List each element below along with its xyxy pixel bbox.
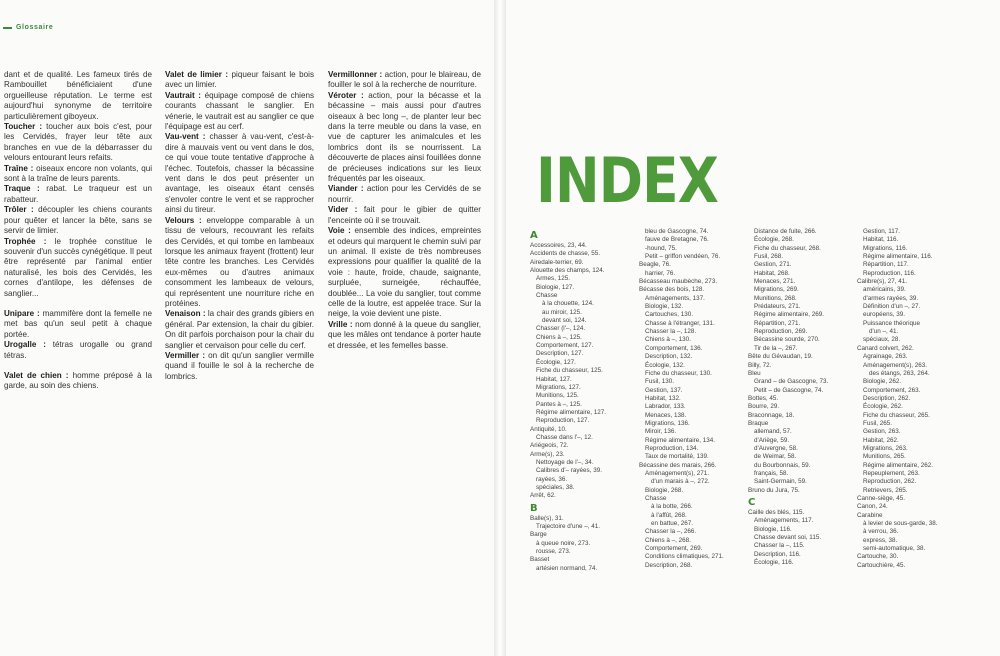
glossary-term: Trophée : bbox=[4, 236, 47, 246]
index-letter-heading: C bbox=[748, 497, 756, 508]
glossary-entry bbox=[165, 216, 314, 310]
glossary-definition: fait pour le gibier de quitter l'enceinte où il se trouvait. bbox=[328, 205, 481, 225]
running-head bbox=[3, 24, 53, 31]
index-entry: Nettoyage de l'–, 34. bbox=[536, 458, 594, 466]
index-entry: Régime alimentaire, 269. bbox=[754, 311, 825, 319]
index-entry: Comportement, 263. bbox=[863, 386, 921, 394]
glossary-term: Trôler : bbox=[4, 205, 34, 215]
glossary-entry bbox=[4, 309, 152, 340]
glossary-definition: mammifère dont la femelle ne met bas qu'un seul petit à chaque portée. bbox=[4, 308, 152, 339]
glossary-entry bbox=[4, 371, 152, 392]
glossary-definition: nom donné à la queue du sanglier, que les mâles ont tendance à porter haute et dressée, et les femelles basse. bbox=[328, 319, 481, 350]
glossary-definition: la chair des grands gibiers en général. Par extension, la chair du gibier. On dit parfois porchaison pour la chair du sanglier et cervaison pour celle du cerf. bbox=[165, 309, 314, 350]
index-entry: Comportement, 136. bbox=[645, 344, 703, 352]
index-entry: Bourre, 29. bbox=[748, 403, 780, 411]
index-entry: Caille des blés, 115. bbox=[748, 509, 805, 516]
glossary-definition: oiseaux encore non volants, qui sont à la traîne de leurs parents. bbox=[4, 163, 152, 184]
index-entry: Chasse dans l'–, 12. bbox=[536, 433, 593, 441]
index-entry: français, 58. bbox=[754, 469, 789, 477]
index-entry: Biologie, 116. bbox=[754, 525, 792, 533]
index-entry: Définition d'un –, 27. bbox=[863, 303, 921, 311]
index-entry: Écologie, 132. bbox=[645, 361, 685, 369]
index-entry: Reproduction, 262. bbox=[863, 478, 917, 486]
index-entry: rayées, 36. bbox=[536, 475, 568, 483]
index-entry: Arme(s), 23. bbox=[530, 450, 565, 458]
index-entry: Chasser la –, 266. bbox=[645, 528, 697, 536]
index-entry: Petit – de Gascogne, 74. bbox=[754, 386, 824, 394]
index-entry: Habitat, 262. bbox=[863, 436, 899, 444]
glossary-column-3 bbox=[328, 70, 481, 351]
index-entry: Barge bbox=[530, 531, 547, 539]
index-column-4 bbox=[857, 228, 967, 570]
index-entry: du Bourbonnais, 59. bbox=[754, 461, 811, 469]
index-entry: Armes, 125. bbox=[536, 275, 570, 283]
index-entry: Canne-siège, 45. bbox=[857, 495, 905, 502]
index-entry: Accessoires, 23, 44. bbox=[530, 242, 587, 249]
index-entry: Gestion, 263. bbox=[863, 428, 901, 436]
index-entry: Bête du Gévaudan, 19. bbox=[748, 353, 813, 361]
index-entry: Bécassine des marais, 266. bbox=[639, 461, 717, 469]
index-entry: Conditions climatiques, 271. bbox=[645, 553, 724, 561]
glossary-entry bbox=[165, 91, 314, 133]
glossary-definition: le trophée constitue le souvenir d'un succès cynégétique. Il peut être représenté par l'animal entier naturalisé, les bois des Cervidés, les cornes d'antilope, les défenses de sanglier... bbox=[4, 236, 152, 298]
index-entry: artésien normand, 74. bbox=[536, 564, 598, 572]
index-entry: Cartouche, 30. bbox=[857, 553, 899, 561]
glossary-term: Valet de limier : bbox=[165, 70, 229, 79]
index-entry: Bruno du Jura, 75. bbox=[748, 486, 800, 494]
index-entry: Petit – griffon vendéen, 76. bbox=[645, 253, 721, 261]
index-entry: de Weimar, 58. bbox=[754, 453, 797, 461]
index-entry: Pantes à –, 125. bbox=[536, 400, 582, 408]
index-entry: Régime alimentaire, 134. bbox=[645, 436, 716, 444]
glossary-definition: équipage composé de chiens courants chassant le sanglier. En vénerie, le vautrait est au sanglier ce que l'équipage est au cerf. bbox=[165, 90, 314, 132]
glossary-entry bbox=[328, 320, 481, 351]
glossary-entry bbox=[165, 351, 314, 382]
glossary-term: Véroter : bbox=[328, 90, 364, 100]
glossary-definition: découpler les chiens courants pour quêter et lancer la bête, sans se servir de limier. bbox=[4, 205, 152, 236]
index-entry: au miroir, 125. bbox=[542, 308, 582, 316]
index-entry: Braque bbox=[748, 419, 769, 427]
index-column-1 bbox=[530, 228, 634, 573]
glossary-definition: toucher aux bois c'est, pour les Cervidés, frayer leur tête aux branches en vue de la débarrasser du velours entourant leurs refaits. bbox=[4, 122, 152, 163]
glossary-entry bbox=[165, 309, 314, 351]
glossary-definition: on dit qu'un sanglier vermille quand il fouille le sol à la recherche de lombrics. bbox=[165, 350, 315, 381]
glossary-entry bbox=[4, 184, 152, 205]
index-entry: Braconnage, 18. bbox=[748, 411, 795, 419]
index-entry: Description, 268. bbox=[645, 561, 693, 569]
index-entry: bleu de Gascogne, 74. bbox=[645, 228, 709, 235]
index-entry: à l'affût, 268. bbox=[651, 511, 687, 519]
index-entry: Chasse bbox=[645, 495, 667, 502]
index-entry: Gestion, 117. bbox=[863, 228, 900, 235]
glossary-entry bbox=[4, 164, 152, 185]
index-entry: Écologie, 127. bbox=[536, 358, 576, 366]
glossary-term: Velours : bbox=[165, 215, 202, 225]
index-entry: Répartition, 117. bbox=[863, 261, 909, 269]
index-entry: Chasse à l'étranger, 131. bbox=[645, 319, 715, 327]
index-entry: Reproduction, 116. bbox=[863, 269, 916, 277]
glossary-entry bbox=[4, 340, 152, 361]
glossary-term: Toucher : bbox=[4, 122, 43, 132]
index-entry: Chiens à –, 125. bbox=[536, 333, 582, 341]
index-letter-heading: B bbox=[530, 502, 538, 514]
index-entry: Fiche du chasseur, 130. bbox=[645, 369, 712, 377]
glossary-page bbox=[0, 0, 494, 656]
index-entry: Calibre(s), 27, 41. bbox=[857, 278, 908, 286]
index-entry: à verrou, 36. bbox=[863, 528, 899, 536]
index-entry: Canon, 24. bbox=[857, 503, 888, 511]
index-entry: Antiquité, 10. bbox=[530, 425, 567, 433]
index-entry: spéciales, 38. bbox=[536, 483, 575, 491]
glossary-term: Urogalle : bbox=[4, 340, 46, 350]
index-entry: Prédateurs, 271. bbox=[754, 303, 801, 311]
glossary-term: Valet de chien : bbox=[4, 370, 69, 380]
glossary-entry bbox=[4, 237, 152, 299]
index-entry: Arrêt, 62. bbox=[530, 492, 556, 500]
index-title: INDEX bbox=[536, 144, 718, 217]
glossary-entry bbox=[4, 205, 152, 236]
index-entry: -hound, 75. bbox=[645, 244, 677, 252]
index-entry: Billy, 72. bbox=[748, 361, 772, 369]
index-entry: Trajectoire d'une –, 41. bbox=[536, 523, 600, 530]
index-entry: Fusil, 268. bbox=[754, 253, 784, 261]
index-entry: Chasser la –, 128. bbox=[645, 328, 697, 336]
index-entry: à queue noire, 273. bbox=[536, 539, 591, 547]
glossary-column-2 bbox=[165, 70, 314, 382]
index-entry: Régime alimentaire, 127. bbox=[536, 408, 607, 416]
index-entry: des étangs, 263, 264. bbox=[869, 369, 930, 377]
glossary-term: Traque : bbox=[4, 184, 40, 194]
index-entry: Régime alimentaire, 262. bbox=[863, 461, 934, 469]
glossary-definition: chasser à vau-vent, c'est-à-dire à mauvais vent ou vent dans le dos, ce qui voue toute tentative d'approche à l'échec. Toutefois, chasser la bécassine vent dans le dos peut présenter un avantage, les oiseaux étant censés s'envoler contre le vent et se rapprocher ainsi du tireur. bbox=[165, 132, 314, 215]
index-entry: rousse, 273. bbox=[536, 548, 571, 556]
index-entry: Description, 132. bbox=[645, 353, 693, 361]
index-entry: devant soi, 124. bbox=[542, 317, 587, 325]
index-entry: Migrations, 136. bbox=[645, 419, 690, 427]
index-entry: à la botte, 266. bbox=[651, 503, 693, 511]
index-entry: Menaces, 138. bbox=[645, 411, 687, 419]
index-entry: Régime alimentaire, 116. bbox=[863, 253, 933, 261]
index-entry: Aménagements, 137. bbox=[645, 294, 705, 302]
index-entry: Chasser (l'–, 124. bbox=[536, 325, 586, 333]
index-entry: Reproduction, 127. bbox=[536, 417, 590, 425]
glossary-entry bbox=[165, 70, 314, 91]
glossary-definition: piqueur faisant le bois avec un limier. bbox=[165, 70, 314, 90]
glossary-term: Vau-vent : bbox=[165, 132, 206, 142]
glossary-definition: tétras urogalle ou grand tétras. bbox=[4, 340, 152, 360]
index-entry: Munitions, 125. bbox=[536, 392, 579, 400]
glossary-entry bbox=[328, 184, 481, 205]
index-page bbox=[506, 0, 1000, 656]
glossary-definition: action, pour le blaireau, de fouiller le sol à la recherche de nourriture. bbox=[328, 70, 481, 90]
index-entry: Reproduction, 134. bbox=[645, 444, 699, 452]
index-entry: Écologie, 268. bbox=[754, 236, 794, 244]
index-entry: Migrations, 263. bbox=[863, 444, 908, 452]
index-entry: Écologie, 116. bbox=[754, 559, 794, 567]
index-entry: Labrador, 133. bbox=[645, 403, 686, 411]
glossary-definition: rabat. Le traqueur est un rabatteur. bbox=[4, 184, 153, 204]
index-entry: Comportement, 269. bbox=[645, 545, 703, 553]
index-entry: Canard colvert, 262. bbox=[857, 344, 914, 352]
glossary-definition: action pour les Cervidés de se nourrir. bbox=[328, 184, 481, 204]
index-entry: d'un –, 41. bbox=[869, 328, 899, 336]
index-entry: à la chouette, 124. bbox=[542, 300, 594, 308]
index-entry: d'Auvergne, 58. bbox=[754, 444, 798, 452]
glossary-term: Unipare : bbox=[4, 308, 40, 318]
index-entry: Aménagement(s), 271. bbox=[645, 469, 710, 477]
book-gutter bbox=[494, 0, 506, 656]
index-entry: Aménagement(s), 263. bbox=[863, 361, 928, 369]
glossary-entry bbox=[328, 226, 481, 320]
glossary-definition: ensemble des indices, empreintes et odeurs qui marquent le chemin suivi par un animal. Il existe de très nombreuses expressions pour qualifier la qualité de la voie : haute, froide, chaude, saignante, surpluée, surneigée, réchauffée, doublée... La voie du sanglier, tout comme celle de la loutre, est appelée trace. Sur la neige, la voie devient une piste. bbox=[328, 226, 481, 319]
index-entry: Cartouches, 130. bbox=[645, 311, 693, 319]
index-entry: Chiens à –, 268. bbox=[645, 536, 691, 544]
index-entry: Biologie, 268. bbox=[645, 486, 684, 494]
index-column-2 bbox=[639, 228, 743, 570]
glossary-definition: homme préposé à la garde, au soin des chiens. bbox=[4, 370, 152, 391]
index-entry: d'Ariège, 59. bbox=[754, 436, 790, 444]
index-entry: Description, 116. bbox=[754, 550, 801, 558]
index-entry: Menaces, 271. bbox=[754, 278, 796, 286]
index-entry: Bécasseau maubèche, 273. bbox=[639, 278, 718, 286]
index-entry: Saint-Germain, 59. bbox=[754, 478, 807, 486]
glossary-entry bbox=[4, 70, 152, 122]
index-entry: Miroir, 136. bbox=[645, 428, 677, 436]
index-entry: Retrievers, 265. bbox=[863, 486, 908, 494]
index-entry: Habitat, 268. bbox=[754, 269, 790, 277]
index-entry: Aménagements, 117. bbox=[754, 517, 814, 525]
index-entry: Repeuplement, 263. bbox=[863, 469, 920, 477]
index-entry: Distance de fuite, 266. bbox=[754, 228, 817, 235]
glossary-definition: dant et de qualité. Les fameux tirés de Rambouillet bénéficiaient d'une orgueilleuse réputation. Le terme est aujourd'hui synonyme de territoire particulièrement giboyeux. bbox=[4, 70, 152, 121]
index-entry: Chasse devant soi, 115. bbox=[754, 534, 822, 542]
index-entry: fauve de Bretagne, 76. bbox=[645, 236, 709, 244]
index-entry: Comportement, 127. bbox=[536, 342, 594, 350]
index-entry: Basset bbox=[530, 556, 550, 564]
index-entry: Agrainage, 263. bbox=[863, 353, 908, 361]
index-entry: Balle(s), 31. bbox=[530, 514, 564, 522]
index-entry: Habitat, 132. bbox=[645, 394, 681, 402]
index-entry: harrier, 76. bbox=[645, 269, 676, 277]
index-entry: Biologie, 127. bbox=[536, 283, 575, 291]
index-entry: européens, 39. bbox=[863, 311, 906, 319]
index-entry: Ariégeois, 72. bbox=[530, 442, 569, 450]
glossary-term: Vermillonner : bbox=[328, 70, 383, 79]
glossary-term: Voie : bbox=[328, 226, 351, 236]
index-entry: Bécassine sourde, 270. bbox=[754, 336, 820, 344]
glossary-term: Vermiller : bbox=[165, 350, 206, 360]
index-entry: Fiche du chasseur, 268. bbox=[754, 244, 821, 252]
index-entry: américains, 39. bbox=[863, 286, 906, 294]
index-entry: Migrations, 127. bbox=[536, 383, 581, 391]
glossary-column-1 bbox=[4, 70, 152, 392]
glossary-definition: enveloppe comparable à un tissu de velours, recouvrant les refaits des Cervidés, et qui tombe en lambeaux lorsque les animaux frayent (frottent) leur tête contre les branches. Les Cervidés eux-mêmes ou d'autres animaux consomment les lambeaux de velours, qui représentent une nourriture riche en protéines. bbox=[165, 215, 314, 308]
index-entry: Alouette des champs, 124. bbox=[530, 267, 605, 275]
index-entry: Bleu bbox=[748, 369, 761, 377]
index-entry: Répartition, 271. bbox=[754, 319, 801, 327]
index-entry: Chasser la –, 115. bbox=[754, 542, 805, 550]
index-entry: d'armes rayées, 39. bbox=[863, 294, 919, 302]
index-entry: Bécasse des bois, 128. bbox=[639, 286, 705, 294]
glossary-term: Vrille : bbox=[328, 319, 353, 329]
index-entry: Fusil, 130. bbox=[645, 378, 675, 386]
index-entry: Description, 262. bbox=[863, 394, 911, 402]
index-entry: Munitions, 268. bbox=[754, 294, 797, 302]
glossary-term: Viander : bbox=[328, 184, 364, 194]
index-entry: à levier de sous-garde, 38. bbox=[863, 520, 938, 528]
index-entry: Airedale-terrier, 69. bbox=[530, 258, 584, 266]
index-entry: Calibres d'– rayées, 39. bbox=[536, 467, 602, 475]
index-entry: d'un marais à –, 272. bbox=[651, 478, 710, 486]
index-entry: Migrations, 116. bbox=[863, 244, 908, 252]
glossary-entry bbox=[328, 205, 481, 226]
index-entry: Fusil, 265. bbox=[863, 419, 893, 427]
index-entry: spéciaux, 28. bbox=[863, 336, 901, 344]
index-entry: allemand, 57. bbox=[754, 428, 792, 436]
index-entry: en battue, 267. bbox=[651, 520, 694, 528]
index-entry: Fiche du chasseur, 125. bbox=[536, 367, 603, 375]
glossary-definition: action, pour la bécasse et la bécassine – mais aussi pour d'autres oiseaux à bec long –, de planter leur bec dans la terre meuble ou dans la vase, en vue de capturer les animalcules et les lombrics dont ils se nourrissent. La découverte de places ainsi fouillées donne de précieuses indications sur les lieux fréquentés par les oiseaux. bbox=[328, 90, 481, 184]
index-entry: Accidents de chasse, 55. bbox=[530, 250, 601, 258]
index-entry: Description, 127. bbox=[536, 350, 584, 358]
index-column-3 bbox=[748, 228, 852, 567]
index-entry: Taux de mortalité, 139. bbox=[645, 453, 709, 461]
glossary-entry bbox=[328, 91, 481, 185]
index-entry: Munitions, 265. bbox=[863, 453, 906, 461]
index-entry: semi-automatique, 38. bbox=[863, 545, 926, 553]
running-head-marker bbox=[3, 27, 12, 29]
index-entry: Gestion, 137. bbox=[645, 386, 683, 394]
index-entry: Fiche du chasseur, 265. bbox=[863, 411, 930, 419]
index-entry: Gestion, 271. bbox=[754, 261, 792, 269]
glossary-term: Vautrait : bbox=[165, 90, 201, 100]
index-letter-heading: A bbox=[530, 230, 538, 241]
index-entry: Bottes, 45. bbox=[748, 394, 779, 402]
index-entry: Tir de la –, 267. bbox=[754, 344, 798, 352]
index-entry: Habitat, 116. bbox=[863, 236, 899, 244]
glossary-entry bbox=[328, 70, 481, 91]
index-entry: Habitat, 127. bbox=[536, 375, 572, 383]
index-entry: Beagle, 76. bbox=[639, 261, 671, 269]
index-entry: Puissance théorique bbox=[863, 319, 921, 327]
glossary-entry bbox=[165, 132, 314, 215]
index-entry: Reproduction, 269. bbox=[754, 328, 808, 336]
index-entry: Écologie, 262. bbox=[863, 403, 903, 411]
index-entry: Biologie, 132. bbox=[645, 303, 684, 311]
index-entry: express, 38. bbox=[863, 536, 898, 544]
index-entry: Biologie, 262. bbox=[863, 378, 902, 386]
glossary-term: Venaison : bbox=[165, 309, 206, 319]
index-entry: Cartouchière, 45. bbox=[857, 561, 906, 569]
glossary-entry bbox=[4, 122, 152, 164]
index-entry: Chiens à –, 130. bbox=[645, 336, 691, 344]
index-entry: Carabine bbox=[857, 511, 883, 519]
index-entry: Chasse bbox=[536, 292, 558, 300]
running-head-label: Glossaire bbox=[16, 24, 54, 31]
index-entry: Grand – de Gascogne, 73. bbox=[754, 378, 829, 386]
glossary-term: Vider : bbox=[328, 205, 358, 215]
index-entry: Migrations, 269. bbox=[754, 286, 799, 294]
glossary-term: Traîne : bbox=[4, 163, 34, 173]
